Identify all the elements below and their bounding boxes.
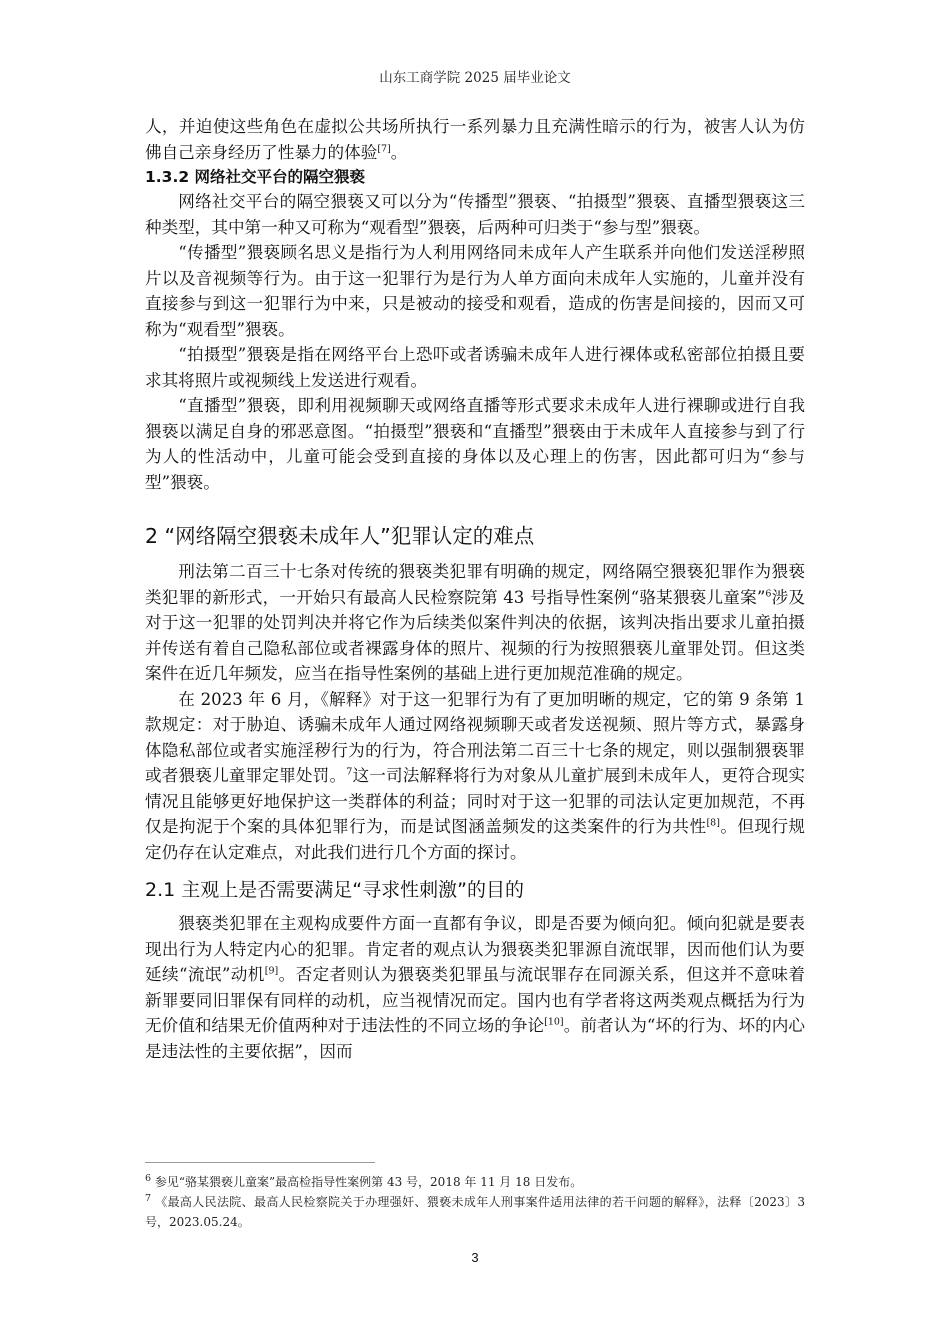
paragraph-text: 在 2023 年 6 月，《解释》对于这一犯罪行为有了更加明晰的规定，它的第 9 条第 1 款规定：对于胁迫、诱骗未成年人通过网络视频聊天或者发送视频、照片等方式，暴露身体隐私部位或者实施淫秽行为的行为，符合刑法第二百三十七条的规定，则以强制猥亵罪或者猥亵儿童罪定罪处罚。 [145, 689, 805, 785]
footnote-text: 参见“骆某猥亵儿童案”最高检指导性案例第 43 号，2018 年 11 月 18 日发布。 [154, 1175, 583, 1189]
paragraph [145, 559, 805, 687]
continuation-paragraph [145, 114, 805, 165]
footnote-7 [145, 1192, 805, 1232]
paragraph [145, 687, 805, 866]
paragraph-text: 。 [390, 142, 408, 162]
running-header: 山东工商学院 2025 届毕业论文 [379, 70, 571, 86]
chapter-heading-2: 2 “网络隔空猥亵未成年人”犯罪认定的难点 [145, 524, 535, 548]
citation-ref: [8] [706, 817, 720, 829]
footnotes [145, 1172, 805, 1232]
footnote-6 [145, 1172, 805, 1192]
footnote-text: 《最高人民法院、最高人民检察院关于办理强奸、猥亵未成年人刑事案件适用法律的若干问题的解释》，法释〔2023〕3 号，2023.05.24。 [145, 1195, 805, 1229]
paragraph-text: 。前者认为“坏的行为、坏的内心是违法性的主要依据”，因而 [145, 1016, 806, 1061]
paragraph-text: 涉及对于这一犯罪的处罚判决并将它作为后续类似案件判决的依据，该判决指出要求儿童拍摄并传送有着自己隐私部位或者裸露身体的照片、视频的行为按照猥亵儿童罪处罚。但这类案件在近几年频发，应当在指导性案例的基础上进行更加规范准确的规定。 [145, 587, 806, 683]
section-heading-2-1: 2.1 主观上是否需要满足“寻求性刺激”的目的 [145, 879, 524, 901]
footnote-mark: 6 [145, 1173, 152, 1184]
paragraph-text: 猥亵类犯罪在主观构成要件方面一直都有争议，即是否要为倾向犯。倾向犯就是要表现出行为人特定内心的犯罪。肯定者的观点认为猥亵类犯罪源自流氓罪，因而他们认为要延续“流氓”动机 [145, 914, 805, 984]
footnote-ref[interactable]: 7 [346, 766, 353, 778]
page-body [145, 114, 805, 1064]
paragraph-text: 。但现行规定仍存在认定难点，对此我们进行几个方面的探讨。 [145, 817, 806, 862]
paragraph: “传播型”猥亵顾名思义是指行为人利用网络同未成年人产生联系并向他们发送淫秽照片以及音视频等行为。由于这一犯罪行为是行为人单方面向未成年人实施的，儿童并没有直接参与到这一犯罪行为中来，只是被动的接受和观看，造成的伤害是间接的，因而又可称为“观看型”猥亵。 [145, 243, 805, 339]
paragraph-text: 。否定者则认为猥亵类犯罪虽与流氓罪存在同源关系，但这并不意味着新罪要同旧罪保有同样的动机，应当视情况而定。国内也有学者将这两类观点概括为行为无价值和结果无价值两种对于违法性的不同立场的争论 [145, 965, 806, 1035]
footnote-separator [145, 1162, 375, 1163]
section-heading-1-3-2: 1.3.2 网络社交平台的隔空猥亵 [145, 168, 366, 186]
citation-ref: [10] [544, 1016, 564, 1028]
paragraph-text: 人，并迫使这些角色在虚拟公共场所执行一系列暴力且充满性暗示的行为，被害人认为仿佛自己亲身经历了性暴力的体验 [145, 117, 805, 162]
footnote-ref[interactable]: 6 [765, 587, 772, 599]
paragraph: “直播型”猥亵，即利用视频聊天或网络直播等形式要求未成年人进行裸聊或进行自我猥亵以满足自身的邪恶意图。“拍摄型”猥亵和“直播型”猥亵由于未成年人直接参与到了行为人的性活动中，儿童可能会受到直接的身体以及心理上的伤害，因此都可归为“参与型”猥亵。 [145, 396, 805, 492]
citation-ref: [7] [377, 142, 391, 154]
footnote-mark: 7 [145, 1193, 152, 1204]
paragraph: “拍摄型”猥亵是指在网络平台上恐吓或者诱骗未成年人进行裸体或私密部位拍摄且要求其将照片或视频线上发送进行观看。 [145, 345, 805, 390]
citation-ref: [9] [264, 965, 279, 977]
paragraph-text: 刑法第二百三十七条对传统的猥亵类犯罪有明确的规定，网络隔空猥亵犯罪作为猥亵类犯罪的新形式，一开始只有最高人民检察院第 43 号指导性案例“骆某猥亵儿童案” [145, 562, 805, 607]
paragraph: 网络社交平台的隔空猥亵又可以分为“传播型”猥亵、“拍摄型”猥亵、直播型猥亵这三种类型，其中第一种又可称为“观看型”猥亵，后两种可归类于“参与型”猥亵。 [145, 192, 805, 237]
paragraph-text: 这一司法解释将行为对象从儿童扩展到未成年人，更符合现实情况且能够更好地保护这一类群体的利益；同时对于这一犯罪的司法认定更加规范，不再仅是拘泥于个案的具体犯罪行为，而是试图涵盖频发的这类案件的行为共性 [145, 766, 806, 836]
paragraph [145, 911, 805, 1064]
page-number: 3 [471, 1250, 479, 1265]
